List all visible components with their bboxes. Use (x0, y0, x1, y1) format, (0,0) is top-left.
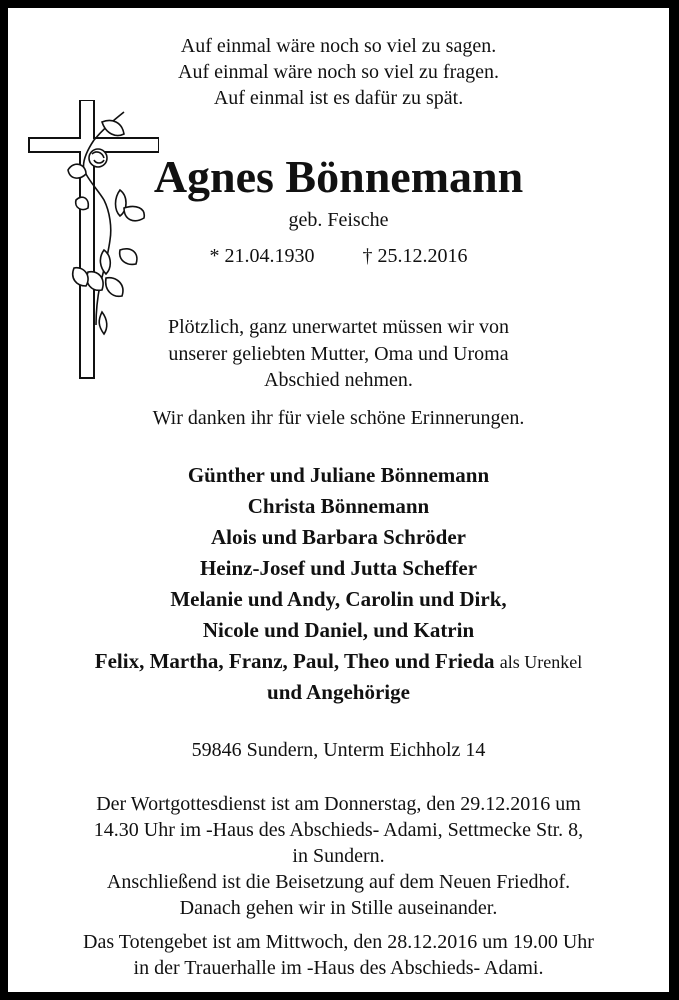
announcement-line-1: Plötzlich, ganz unerwartet müssen wir von (167, 316, 510, 338)
service-line-2: 14.30 Uhr im -Haus des Abschieds- Adami, Settmecke Str. 8, (93, 819, 584, 841)
announcement-line-3: Abschied nehmen. (264, 369, 413, 391)
poem-line-1: Auf einmal wäre noch so viel zu sagen. (180, 35, 497, 57)
announcement-line-2: unserer geliebten Mutter, Oma und Uroma (168, 343, 509, 365)
service-line-5: Danach gehen wir in Stille auseinander. (179, 897, 498, 919)
life-dates (8, 244, 669, 268)
great-grandchildren-suffix: als Urenkel (499, 652, 583, 672)
great-grandchildren (8, 648, 669, 675)
great-grandchildren-names: Felix, Martha, Franz, Paul, Theo und Frieda (94, 649, 495, 673)
mourner-2: Christa Bönnemann (247, 494, 430, 518)
poem-line-2: Auf einmal wäre noch so viel zu fragen. (178, 61, 499, 83)
service-line-1: Der Wortgottesdienst ist am Donnerstag, den 29.12.2016 um (96, 793, 581, 815)
mourner-4: Heinz-Josef und Jutta Scheffer (199, 556, 478, 580)
mourner-1: Günther und Juliane Bönnemann (187, 463, 490, 487)
mourner-6: Nicole und Daniel, und Katrin (202, 618, 475, 642)
obituary-card (8, 8, 669, 992)
death-date: † 25.12.2016 (362, 245, 468, 267)
poem-line-3: Auf einmal ist es dafür zu spät. (213, 87, 464, 109)
thanks-text: Wir danken ihr für viele schöne Erinnerungen. (152, 407, 525, 429)
prayer-line-1: Das Totengebet ist am Mittwoch, den 28.12.2016 um 19.00 Uhr (83, 931, 594, 953)
prayer-line-2: in der Trauerhalle im -Haus des Abschieds- Adami. (133, 957, 544, 979)
deceased-name: Agnes Bönnemann (153, 151, 524, 202)
maiden-name: geb. Feische (288, 209, 389, 231)
address: 59846 Sundern, Unterm Eichholz 14 (191, 739, 486, 761)
relatives: und Angehörige (267, 680, 410, 704)
service-line-3: in Sundern. (292, 845, 385, 867)
birth-date: * 21.04.1930 (209, 245, 315, 267)
service-line-4: Anschließend ist die Beisetzung auf dem Neuen Friedhof. (106, 871, 571, 893)
mourner-5: Melanie und Andy, Carolin und Dirk, (170, 587, 507, 611)
mourner-3: Alois und Barbara Schröder (211, 525, 466, 549)
